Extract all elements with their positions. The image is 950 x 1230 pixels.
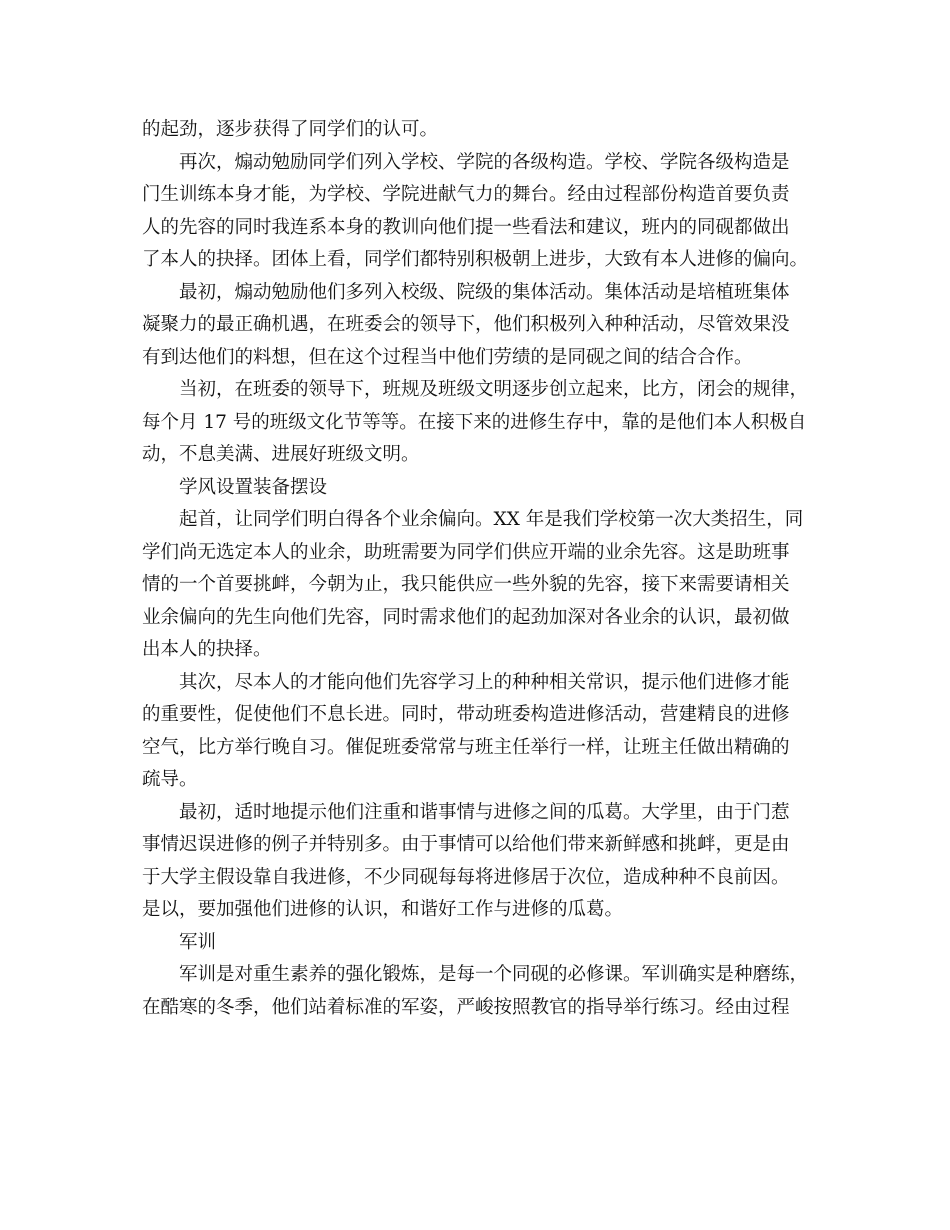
text-line: 的起劲，逐步获得了同学们的认可。 [142, 119, 439, 140]
text-line: 是以，要加强他们进修的认识，和谐好工作与进修的瓜葛。 [142, 899, 624, 920]
text-line: 业余偏向的先生向他们先容，同时需求他们的起劲加深对各业余的认识，最初做 [142, 606, 790, 628]
document-body [142, 114, 807, 1024]
text-line: 军训是对重生素养的强化锻炼，是每一个同砚的必修课。军训确实是种磨练， [179, 964, 809, 985]
text-line: 的重要性，促使他们不息长进。同时，带动班委构造进修活动，营建精良的进修 [142, 704, 790, 725]
text-line: 最初，煽动勉励他们多列入校级、院级的集体活动。集体活动是培植班集体 [179, 281, 790, 303]
text-line: 人的先容的同时我连系本身的教训向他们提一些看法和建议，班内的同砚都做出 [142, 216, 790, 238]
text-line: 其次，尽本人的才能向他们先容学习上的种种相关常识，提示他们进修才能 [179, 671, 790, 693]
text-line: 起首，让同学们明白得各个业余偏向。XX 年是我们学校第一次大类招生，同 [179, 509, 804, 530]
text-line: 事情迟误进修的例子并特别多。由于事情可以给他们带来新鲜感和挑衅，更是由 [142, 834, 790, 855]
text-line: 再次，煽动勉励同学们列入学校、学院的各级构造。学校、学院各级构造是 [179, 151, 790, 173]
text-line: 学们尚无选定本人的业余，助班需要为同学们供应开端的业余先容。这是助班事 [142, 541, 790, 563]
text-line: 凝聚力的最正确机遇，在班委会的领导下，他们积极列入种种活动，尽管效果没 [142, 314, 790, 335]
text-line: 军训 [179, 931, 217, 953]
text-line: 于大学主假设靠自我进修，不少同砚每每将进修居于次位，造成种种不良前因。 [142, 866, 790, 888]
text-line: 有到达他们的料想，但在这个过程当中他们劳绩的是同砚之间的结合合作。 [142, 346, 753, 368]
text-line: 最初，适时地提示他们注重和谐事情与进修之间的瓜葛。大学里，由于门惹 [179, 801, 790, 823]
text-line: 动，不息美满、进展好班级文明。 [142, 444, 420, 465]
text-line: 了本人的抉择。团体上看，同学们都特别积极朝上进步，大致有本人进修的偏向。 [142, 249, 809, 270]
text-line: 出本人的抉择。 [142, 639, 272, 660]
text-line: 每个月 17 号的班级文化节等等。在接下来的进修生存中，靠的是他们本人积极自 [142, 411, 807, 433]
text-line: 当初，在班委的领导下，班规及班级文明逐步创立起来，比方，闭会的规律， [179, 379, 809, 400]
text-line: 疏导。 [142, 769, 198, 790]
text-line: 情的一个首要挑衅，今朝为止，我只能供应一些外貌的先容，接下来需要请相关 [142, 574, 790, 595]
text-line: 空气，比方举行晚自习。催促班委常常与班主任举行一样，让班主任做出精确的 [142, 736, 790, 758]
text-line: 门生训练本身才能，为学校、学院进献气力的舞台。经由过程部份构造首要负责 [142, 184, 790, 205]
text-line: 在酷寒的冬季，他们站着标准的军姿，严峻按照教官的指导举行练习。经由过程 [142, 996, 790, 1018]
text-line: 学风设置装备摆设 [179, 476, 328, 498]
